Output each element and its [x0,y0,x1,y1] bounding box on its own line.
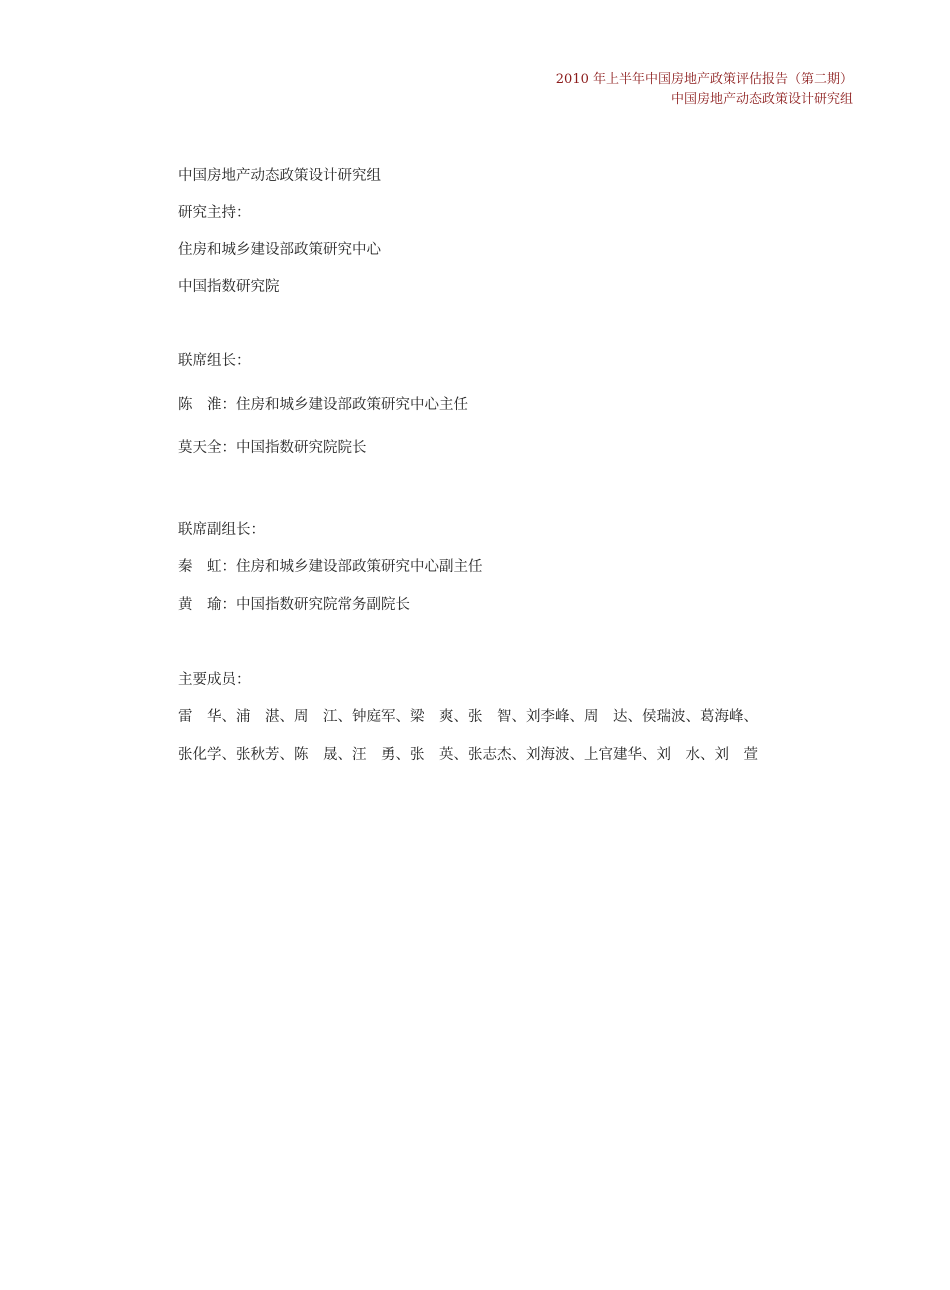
group-name: 中国房地产动态政策设计研究组 [178,168,381,184]
members-line: 张化学、张秋芳、陈 晟、汪 勇、张 英、张志杰、刘海波、上官建华、刘 水、刘 萱 [178,747,758,763]
deputy-item: 秦 虹：住房和城乡建设部政策研究中心副主任 [178,559,483,575]
members-line: 雷 华、浦 湛、周 江、钟庭军、梁 爽、张 智、刘李峰、周 达、侯瑞波、葛海峰、 [178,709,758,725]
leader-item: 陈 淮：住房和城乡建设部政策研究中心主任 [178,397,468,413]
host-label: 研究主持： [178,205,251,221]
deputies-label: 联席副组长： [178,522,265,538]
members-label: 主要成员： [178,672,251,688]
report-title-header: 2010 年上半年中国房地产政策评估报告（第二期） [555,72,853,87]
leaders-label: 联席组长： [178,353,251,369]
group-name-header: 中国房地产动态政策设计研究组 [670,92,853,107]
leader-item: 莫天全：中国指数研究院院长 [178,440,367,456]
host-item: 住房和城乡建设部政策研究中心 [178,242,381,258]
host-item: 中国指数研究院 [178,279,280,295]
deputy-item: 黄 瑜：中国指数研究院常务副院长 [178,597,410,613]
running-header [556,70,853,110]
